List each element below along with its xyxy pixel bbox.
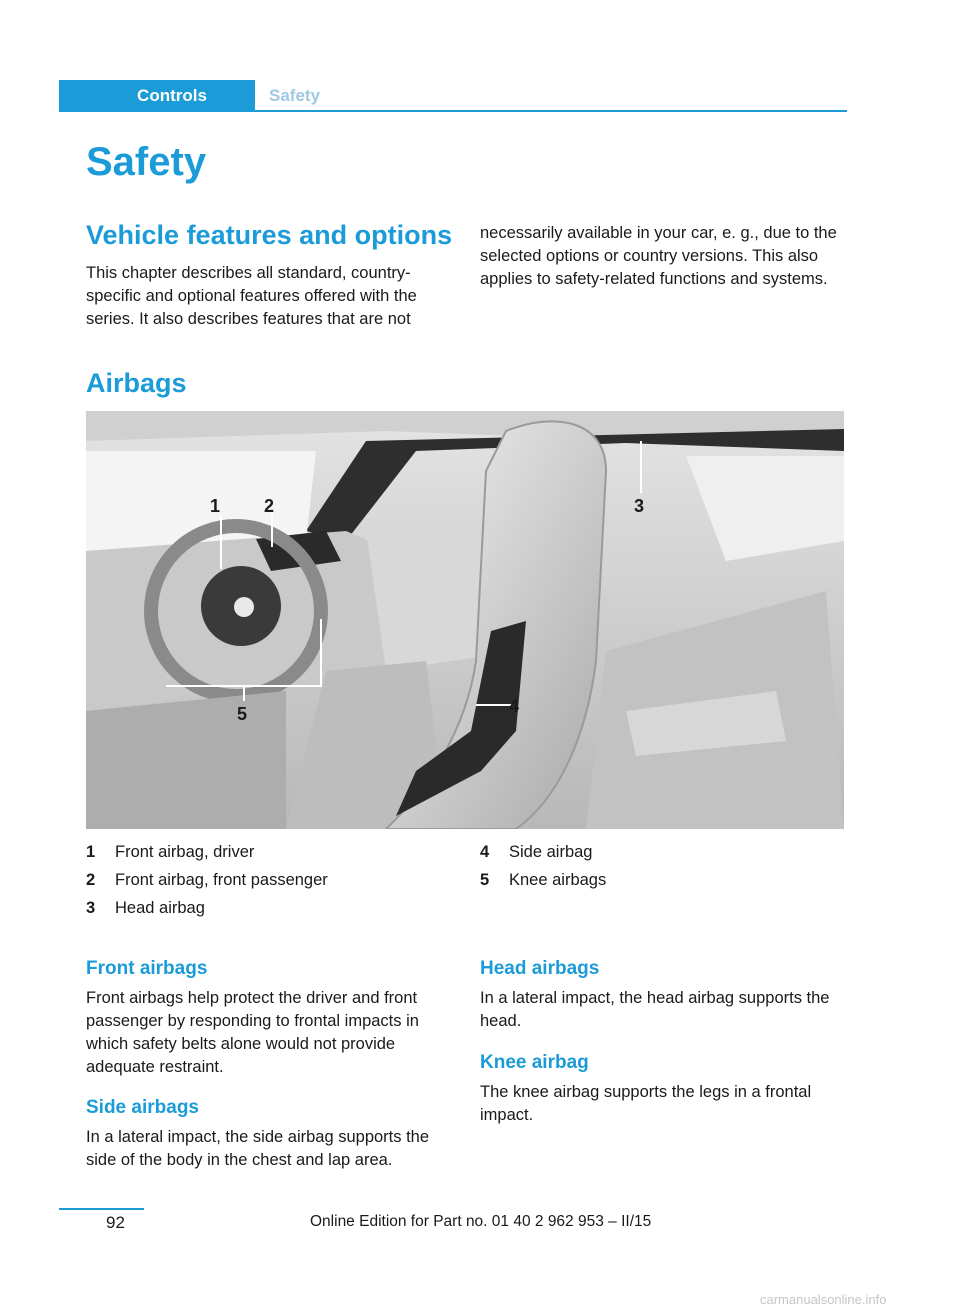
heading-side-airbags: Side airbags [86, 1097, 199, 1118]
legend-number: 1 [86, 843, 96, 861]
legend-number: 5 [480, 871, 490, 889]
legend-item [86, 866, 446, 894]
legend-right [480, 838, 840, 894]
tab-safety[interactable]: Safety [255, 80, 845, 111]
heading-front-airbags: Front airbags [86, 958, 208, 979]
legend-text: Front airbag, front passenger [115, 871, 328, 889]
legend-text: Head airbag [115, 899, 205, 917]
legend-number: 2 [86, 871, 96, 889]
legend-text: Side airbag [509, 843, 593, 861]
body-side-airbags: In a lateral impact, the side airbag supports the side of the body in the chest and lap area. [86, 1128, 430, 1169]
callout-4: 4 [509, 696, 520, 716]
section-heading-vehicle-features: Vehicle features and options [86, 220, 453, 250]
legend-text: Knee airbags [509, 871, 607, 889]
footer-rule [59, 1208, 144, 1210]
watermark: carmanualsonline.info [760, 1292, 887, 1307]
legend-item [86, 838, 446, 866]
legend-item [480, 866, 840, 894]
heading-head-airbags: Head airbags [480, 958, 600, 979]
legend-number: 4 [480, 843, 490, 861]
airbag-illustration [86, 411, 844, 829]
callout-1: 1 [210, 496, 221, 516]
body-head-airbags: In a lateral impact, the head airbag supports the head. [480, 989, 830, 1030]
page-title: Safety [86, 140, 207, 184]
page-number: 92 [106, 1213, 125, 1232]
header-rule [59, 110, 847, 112]
edition-text: Online Edition for Part no. 01 40 2 962 953 – II/15 [310, 1213, 652, 1230]
body-knee-airbag: The knee airbag supports the legs in a frontal impact. [480, 1083, 812, 1124]
legend-item [480, 838, 840, 866]
tab-controls[interactable]: Controls [59, 80, 255, 111]
legend-item [86, 894, 446, 922]
callout-3: 3 [634, 496, 645, 516]
car-interior-drawing [86, 411, 844, 829]
heading-knee-airbag: Knee airbag [480, 1052, 589, 1073]
section-heading-airbags: Airbags [86, 368, 187, 398]
legend-left [86, 838, 446, 922]
body-front-airbags: Front airbags help protect the driver and front passenger by responding to frontal impacts in which safety belts alone would not provide adequate restraint. [86, 989, 419, 1076]
callout-2: 2 [264, 496, 275, 516]
legend-text: Front airbag, driver [115, 843, 255, 861]
section-body-left: This chapter describes all standard, country-specific and optional features offered with the series. It also describes features that are not [86, 264, 417, 328]
callout-5: 5 [237, 704, 248, 724]
section-body-right: necessarily available in your car, e. g., due to the selected options or country versions. This also applies to safety-related functions and systems. [480, 224, 837, 288]
legend-number: 3 [86, 899, 96, 917]
